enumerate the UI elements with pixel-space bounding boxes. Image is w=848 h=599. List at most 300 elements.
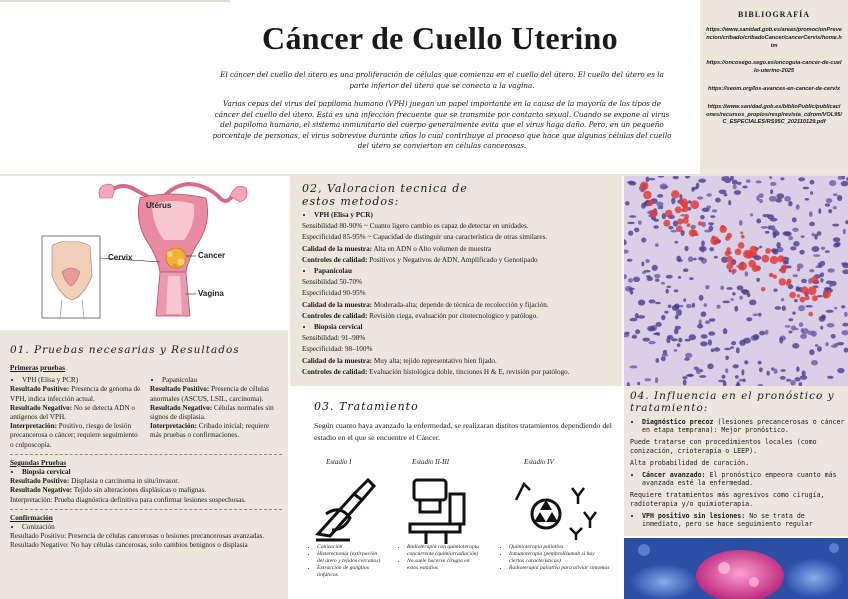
early-diagnosis: (lesiones precancerosas o cáncer en etapa temprana): Mejor pronóstico. [642,418,845,435]
nucleus-dot [641,262,644,267]
nucleus-dot [718,380,726,383]
blood-cell-dot [726,256,733,263]
label: Controles de calidad: [302,311,368,320]
biopsia-quality: Muy alta; tejido representativo bien fijado. [373,356,497,365]
nucleus-dot [811,360,818,365]
nucleus-dot [809,222,815,226]
confirmacion-heading: Confirmación [10,513,53,522]
blood-cell-dot [812,295,818,301]
section-valoracion-body [302,210,618,378]
nucleus-dot [788,331,792,334]
nucleus-dot [655,243,659,247]
nucleus-dot [683,298,686,301]
blood-cell-dot [712,236,715,239]
nucleus-dot [624,332,629,335]
nucleus-dot [820,326,823,330]
label: Calidad de la muestra: [302,300,373,309]
nucleus-dot [817,295,823,297]
nucleus-dot [801,235,805,237]
blood-cell-dot [738,265,744,271]
nucleus-dot [710,215,715,218]
nucleus-dot [843,229,846,235]
blood-cell-dot [740,231,743,234]
nucleus-dot [803,187,810,190]
nucleus-dot [821,247,825,250]
nucleus-dot [656,358,660,363]
stage-2-label: Estadio II-III [412,458,450,466]
nucleus-dot [827,323,835,328]
nucleus-dot [792,217,797,222]
nucleus-dot [820,278,823,282]
biopsia-controls: Evaluación histológica doble, tinciones H & E, revisión por patólogo. [369,367,570,376]
nucleus-dot [841,262,848,265]
nucleus-dot [648,178,655,180]
nucleus-dot [642,271,646,274]
blood-cell-dot [738,242,745,249]
nucleus-dot [671,198,675,204]
nucleus-dot [628,231,633,236]
bibliography-panel [700,0,848,176]
blood-cell-dot [691,230,697,236]
nucleus-dot [797,263,804,268]
nucleus-dot [810,191,813,195]
nucleus-dot [809,211,813,217]
nucleus-dot [762,214,770,217]
nucleus-dot [629,215,636,218]
nucleus-dot [759,193,764,198]
uterus-anatomy-illustration [0,176,288,328]
nucleus-dot [792,343,799,349]
nucleus-dot [653,225,659,228]
nucleus-dot [668,226,673,230]
vph-bullet: • VPH (Elisa y PCR) [314,210,618,221]
blood-cell-dot [698,221,703,226]
stage-4-label: Estadio IV [524,458,554,466]
nucleus-dot [801,328,804,333]
vph-results [10,376,142,450]
stage-2-list [398,544,480,572]
blood-cell-dot [761,255,769,263]
nucleus-dot [634,228,639,233]
nucleus-dot [801,279,807,283]
nucleus-dot [819,316,826,322]
surgery-icon [310,474,380,544]
pap-results [150,376,282,450]
nucleus-dot [715,198,721,203]
nucleus-dot [654,274,660,278]
section-pronostico-body [630,418,848,528]
nucleus-dot [815,266,820,268]
nucleus-dot [691,187,697,190]
nucleus-dot [633,277,640,282]
nucleus-dot [662,354,669,357]
radiotherapy-machine-icon [406,474,470,546]
bibliography-ref[interactable]: https://oncosego.sego.es/oncoguia-cancer-de-cuello-uterino-2025 [706,60,842,75]
nucleus-dot [761,226,768,229]
nucleus-dot [785,325,791,328]
nucleus-dot [627,222,635,224]
vph-controls: Positivos y Negativos de ADN, Amplificado y Genotipado [369,255,538,264]
nucleus-dot [698,257,704,261]
nucleus-dot [782,306,786,311]
nucleus-dot [709,247,714,251]
blood-cell-dot [690,200,699,209]
advanced-cancer: El pronóstico empeora cuanto más avanzada esté la enfermedad. [642,471,837,488]
nucleus-dot [699,375,706,378]
nucleus-dot [688,256,693,262]
nucleus-dot [638,220,642,224]
nucleus-dot [683,268,689,272]
blood-cell-dot [811,276,819,284]
nucleus-dot [700,341,708,346]
nucleus-dot [784,196,791,202]
label: Interpretación: [150,422,197,431]
nucleus-dot [765,330,769,335]
nucleus-dot [689,334,696,340]
label: Interpretación: [10,422,57,431]
bibliography-ref[interactable]: https://www.sanidad.gob.es/areas/promocionPrevencion/cribado/cribadoCancer/cancerCervix/home.htm [706,27,842,49]
blood-cell-dot [808,286,817,295]
nucleus-dot [695,367,699,371]
bibliography-ref[interactable]: https://seom.org/los-avances-en-cancer-de-cervix [707,85,841,92]
nucleus-dot [827,268,834,272]
nucleus-dot [780,376,786,380]
nucleus-dot [815,344,818,346]
nucleus-dot [689,277,693,280]
micrograph-svg [624,176,848,386]
nucleus-dot [700,369,703,372]
nucleus-dot [829,180,836,186]
nucleus-dot [827,376,833,379]
label: Controles de calidad: [302,255,368,264]
cancer-cells-svg [624,538,848,599]
nucleus-dot [794,299,798,302]
aggressive-treatment: Requiere tratamientos más agresivos como cirugía, radioterapia y/o quimioterapia. [630,491,825,508]
nucleus-dot [642,338,650,342]
nucleus-dot [645,259,649,263]
blood-cell-dot [797,268,800,271]
nucleus-dot [765,231,770,234]
nucleus-dot [637,382,640,385]
blood-cell-dot [687,223,691,227]
blood-cell-dot [748,260,756,268]
vph-positive: Presencia de genoma de VPH, indica infección actual. [10,385,141,403]
nucleus-dot [708,331,715,335]
blood-cell-dot [780,268,786,274]
nucleus-dot [736,347,740,353]
nucleus-dot [825,250,830,253]
list-item: • No suele hacerse cirugía en estos estadios [407,558,480,572]
nucleus-dot [750,213,753,216]
list-item: • Radioterapia con quimioterapia concurrente (quimiorradiación) [407,544,480,558]
nucleus-dot [675,241,679,244]
nucleus-dot [679,194,682,200]
top-divider [0,0,230,2]
nucleus-dot [702,208,710,212]
nucleus-dot [686,304,692,308]
nucleus-dot [756,180,762,183]
hpv-no-lesions: No se trata de inmediato, pero se hace seguimiento regular [642,511,813,529]
biopsia-positive: Displasia o carcinoma in situ/invasor. [71,477,180,486]
list-item: • Conización [317,544,384,551]
nucleus-dot [714,347,720,351]
label-uterus: Utérus [146,201,172,210]
nucleus-dot [731,298,734,301]
blood-cell-dot [750,246,758,254]
anatomy-svg [0,176,288,328]
blood-cell-dot [735,249,742,256]
nucleus-dot [828,209,832,213]
nucleus-dot [814,234,818,240]
nucleus-dot [744,360,748,364]
nucleus-dot [733,364,739,368]
immunotherapy-icon [512,480,602,542]
nucleus-dot [709,318,716,321]
nucleus-dot [734,190,741,195]
segundas-pruebas-heading: Segundas Pruebas [10,458,67,467]
nucleus-dot [704,303,707,307]
nucleus-dot [655,377,658,383]
section-pruebas-body [10,364,282,551]
pap-specificity: Especificidad 90-95% [302,289,366,298]
nucleus-dot [628,181,636,185]
nucleus-dot [658,206,663,209]
nucleus-dot [788,318,793,321]
nucleus-dot [739,340,745,346]
nucleus-dot [628,278,633,283]
nucleus-dot [791,325,796,330]
nucleus-dot [824,287,831,290]
nucleus-dot [684,246,688,251]
nucleus-dot [837,195,842,201]
nucleus-dot [678,338,682,343]
nucleus-dot [756,278,760,282]
intro-paragraph-1: El cáncer del cuello del útero es una proliferación de células que comienza en el cuello del útero. El cuello del útero es la parte inferior del útero que se conecta a la vagina. [220,70,664,90]
blood-cell-dot [770,256,778,264]
vph-specificity: Especificidad 85-95% ~ Capacidad de distinguir una característica de otras similares. [302,233,548,242]
nucleus-dot [745,271,749,276]
nucleus-dot [682,376,687,379]
stage-1-label: Estadio I [326,458,352,466]
nucleus-dot [685,353,692,358]
blood-cell-dot [680,198,688,206]
label: Resultado Negativo: [10,403,73,412]
nucleus-dot [678,276,681,279]
nucleus-dot [735,375,739,379]
nucleus-dot [773,249,779,255]
nucleus-dot [741,369,744,375]
nucleus-dot [664,311,668,314]
list-item: • Quimioterapia paliativa [509,544,610,551]
nucleus-dot [677,343,681,347]
primeras-pruebas-heading: Primeras pruebas [10,364,65,372]
label: Resultado Positivo: [10,477,70,486]
nucleus-dot [712,209,717,212]
nucleus-dot [732,292,736,295]
nucleus-dot [722,301,730,304]
blood-cell-dot [741,235,745,239]
nucleus-dot [666,337,670,343]
nucleus-dot [661,315,665,321]
pap-sensitivity: Sensibilidad 50-70% [302,278,363,287]
nucleus-dot [799,322,803,327]
nucleus-dot [742,290,750,295]
nucleus-dot [812,233,815,237]
label-cervix: Cervix [108,253,133,262]
nucleus-dot [769,196,777,202]
section-pronostico-title: 04. Influencia en el pronóstico y tratamiento: [630,390,835,414]
cancer-cells-image [624,538,848,599]
blood-cell-dot [800,297,806,303]
nucleus-dot [666,289,669,294]
blood-cell-dot [725,236,730,241]
nucleus-dot [799,250,804,255]
local-treatment: Puede tratarse con procedimientos locales (como conización, crioterapia o LEEP). [630,438,817,455]
label: Cáncer avanzado: [642,471,706,480]
nucleus-dot [676,256,681,262]
nucleus-dot [753,334,760,340]
nucleus-dot [790,246,796,250]
nucleus-dot [708,340,712,346]
nucleus-dot [759,367,763,372]
nucleus-dot [831,334,836,339]
nucleus-dot [674,349,678,352]
vph-sensitivity: Sensibilidad 80-90% ~ Cuanto ligero cambio es capaz de detectar en unidades. [302,222,529,231]
nucleus-dot [706,193,712,196]
biopsia-bullet: • Biopsia cervical [22,468,282,477]
biopsia-sensitivity: Sensibilidad: 91–98% [302,334,366,343]
nucleus-dot [773,289,777,292]
nucleus-dot [832,224,839,227]
nucleus-dot [810,180,815,185]
nucleus-dot [671,230,678,233]
nucleus-dot [758,361,762,365]
vph-negative: No se detecta ADN o antígenos del VPH. [10,403,135,422]
blood-cell-dot [761,287,765,291]
nucleus-dot [661,282,665,285]
nucleus-dot [759,246,762,249]
conizacion-bullet: • Conización [22,523,282,532]
nucleus-dot [739,220,743,226]
nucleus-dot [805,198,810,201]
nucleus-dot [701,312,707,317]
nucleus-dot [698,179,706,183]
biopsia-bullet: • Biopsia cervical [314,322,618,333]
nucleus-dot [780,177,784,180]
nucleus-dot [790,380,796,386]
nucleus-dot [632,335,636,337]
label: Resultado Negativo: [150,403,213,412]
section-valoracion [290,176,622,386]
confirm-negative: Resultado Negativo: No hay células cancerosas, solo cambios benignos o displasia [10,541,248,550]
label: Calidad de la muestra: [302,356,373,365]
pap-bullet: • Papanicolau [314,266,618,277]
tratamiento-text: Según cuanto haya avanzado la enfermedad, se realizaran distitos tratamientos dependiendo del estadio en el que se encuentre el Cáncer. [314,421,612,442]
nucleus-dot [668,305,672,309]
divider [10,509,282,510]
nucleus-dot [817,346,822,352]
nucleus-dot [726,287,732,290]
blood-cell-dot [797,294,801,298]
blood-cell-dot [726,263,733,270]
blood-cell-dot [671,190,679,198]
nucleus-dot [705,285,709,289]
label-vagina: Vagina [198,289,224,298]
vph-quality: Alta en ADN o Alto volumen de muestra [373,244,492,253]
nucleus-dot [796,287,801,291]
intro-paragraph-2: Varias cepas del virus del papiloma humano (VPH) juegan un papel importante en la causa de la mayoría de los tipos de cáncer del cuello del útero. Está es una infección frecuente que se transmite por contacto sexual. Cuando se expone al virus del papiloma humano, el sistema inmunitario del cuerpo generalmente evita que el virus haga daño. Pero, en un pequeño porcentaje de personas, el virus sobrevive durante años lo cual contribuye al proceso que hace que algunas células del cuello del útero se conviertan en células cancerosas. [212,99,672,150]
nucleus-dot [775,306,781,310]
vph-interpretation: Positivo, riesgo de lesión precancerosa o cáncer; requiere seguimiento o colposcopía. [10,422,138,449]
nucleus-dot [697,196,703,199]
nucleus-dot [753,313,758,316]
nucleus-dot [722,375,726,379]
nucleus-dot [692,303,695,308]
nucleus-dot [766,371,769,376]
blood-cell-dot [777,255,784,262]
blood-cell-dot [789,292,796,299]
blood-cell-dot [647,200,653,206]
blood-cell-dot [823,294,828,299]
nucleus-dot [725,368,728,373]
pap-positive: Presencia de células anormales (ASCUS, LSIL, carcinoma). [150,385,269,403]
vph-bullet: • VPH (Elisa y PCR) [22,376,142,385]
nucleus-dot [746,179,751,183]
nucleus-dot [701,240,705,246]
nucleus-dot [786,379,791,382]
nucleus-dot [837,342,845,345]
blood-cell-dot [808,312,813,317]
nucleus-dot [788,201,792,206]
nucleus-dot [717,305,721,309]
nucleus-dot [724,348,731,351]
blood-cell-dot [684,214,689,219]
nucleus-dot [770,182,777,186]
nucleus-dot [693,258,697,261]
nucleus-dot [783,261,788,265]
nucleus-dot [793,274,799,277]
nucleus-dot [733,185,737,189]
biopsia-interpretation: Interpretación: Prueba diagnóstica definitiva para confirmar lesiones sospechosas. [10,495,246,504]
confirm-positive: Resultado Positivo: Presencia de células cancerosas o lesiones precancerosas avanzadas. [10,532,265,541]
blood-cell-dot [769,273,774,278]
nucleus-dot [831,345,838,348]
nucleus-dot [674,289,679,292]
nucleus-dot [813,254,820,257]
nucleus-dot [770,218,778,222]
pap-bullet: • Papanicolau [162,376,282,385]
list-item: • Inmunoterapia (pembrolizumab si hay ciertas características) [509,551,610,565]
nucleus-dot [680,305,684,308]
nucleus-dot [667,286,672,288]
blood-cell-dot [779,278,786,285]
bibliography-ref[interactable]: https://www.sanidad.gob.es/biblioPublic/publicaciones/recursos_propios/resp/revista_cdrom/VOL95/C_ESPECIALES/RS95C_202110129.pdf [706,103,842,126]
nucleus-dot [647,326,655,332]
nucleus-dot [796,204,800,210]
nucleus-dot [792,312,796,315]
nucleus-dot [705,320,710,324]
nucleus-dot [826,198,833,203]
nucleus-dot [676,310,681,316]
nucleus-dot [833,237,840,242]
nucleus-dot [723,328,728,334]
nucleus-dot [638,300,645,306]
pap-negative: Células normales sin signos de displasia. [150,403,274,422]
blood-cell-dot [765,248,771,254]
pap-controls: Revisión ciega, evaluación por citotecnologico y patólogo. [369,311,539,320]
cure-probability: Alta probabilidad de curación. [630,458,750,467]
section-pruebas-title: 01. Pruebas necesarias y Resultados [10,344,240,356]
